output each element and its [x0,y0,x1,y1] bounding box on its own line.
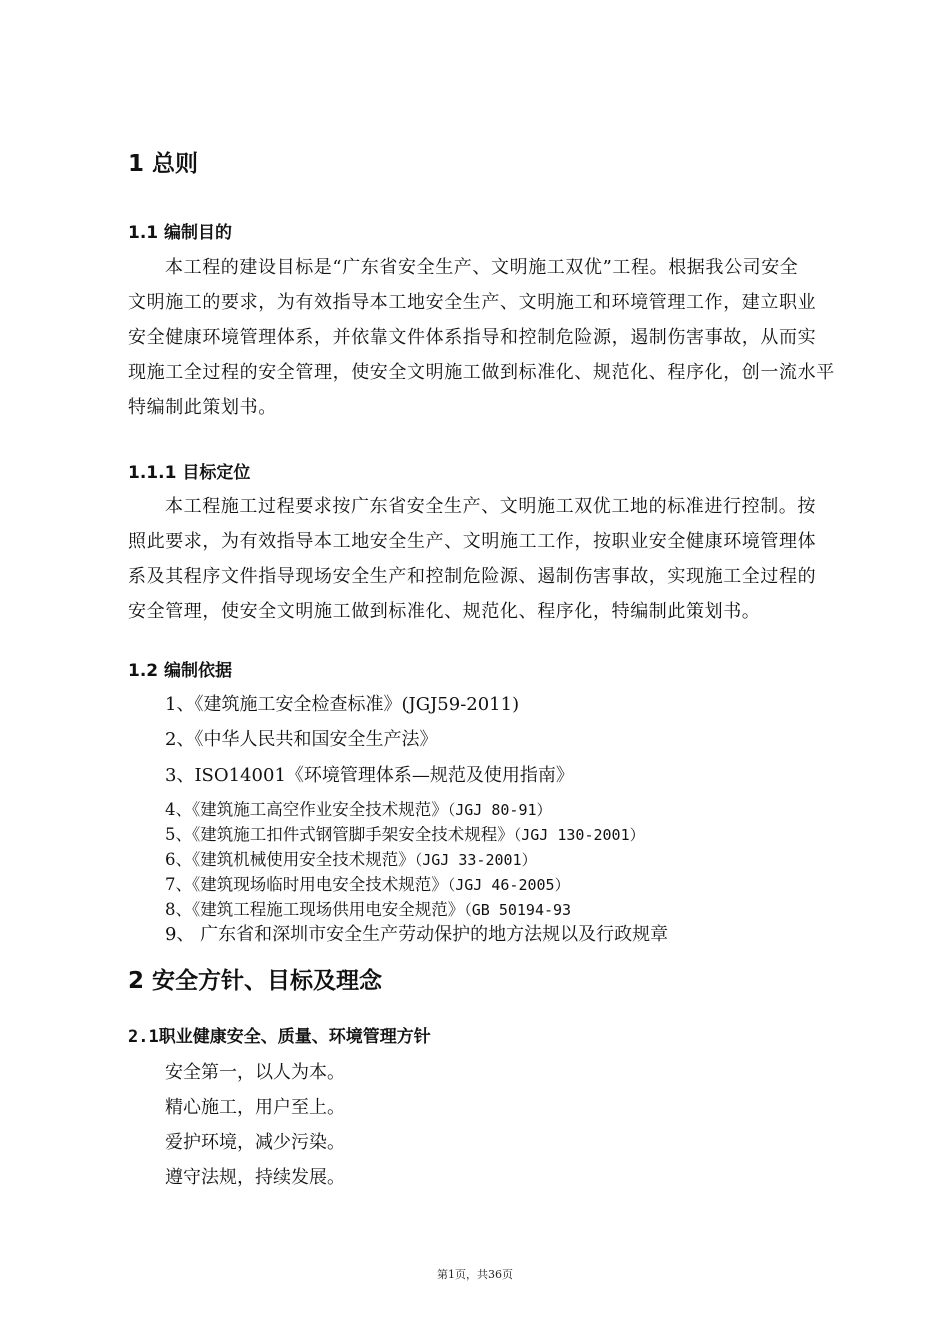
paragraph-line: 照此要求，为有效指导本工地安全生产、文明施工工作，按职业安全健康环境管理体 [128,531,817,552]
paragraph-line: 安全健康环境管理体系，并依靠文件体系指导和控制危险源，遏制伤害事故，从而实 [128,327,817,348]
reference-code: （JGJ 46-2005） [447,876,570,894]
policy-item: 安全第一，以人为本。 [165,1062,345,1083]
paragraph-line: 现施工全过程的安全管理，使安全文明施工做到标准化、规范化、程序化，创一流水平 [128,362,835,383]
section-1-1-title: 1.1 编制目的 [128,223,233,243]
section-heading-text: 职业健康安全、质量、环境管理方针 [158,1027,431,1047]
paragraph-line: 本工程的建设目标是“广东省安全生产、文明施工双优”工程。根据我公司安全 [165,257,799,278]
reference-item [165,821,645,845]
paragraph-line: 本工程施工过程要求按广东省安全生产、文明施工双优工地的标准进行控制。按 [165,496,816,517]
reference-code: （JGJ 33-2001） [414,851,537,869]
reference-item: 1、《建筑施工安全检查标准》(JGJ59-2011) [165,694,520,715]
page-footer: 第1页，共36页 [437,1268,513,1281]
paragraph-line: 特编制此策划书。 [128,397,277,418]
section-number: 2.1 [128,1027,159,1047]
section-2-title: 2 安全方针、目标及理念 [128,968,383,994]
reference-item: 9、 广东省和深圳市安全生产劳动保护的地方法规以及行政规章 [165,924,669,945]
paragraph-line: 文明施工的要求，为有效指导本工地安全生产、文明施工和环境管理工作，建立职业 [128,292,817,313]
reference-item: 2、《中华人民共和国安全生产法》 [165,729,438,750]
reference-item [165,796,552,820]
section-2-1-title [128,1022,431,1047]
reference-title: 7、《建筑现场临时用电安全技术规范》 [165,875,448,894]
reference-title: 4、《建筑施工高空作业安全技术规范》 [165,800,448,819]
paragraph-line: 系及其程序文件指导现场安全生产和控制危险源、遏制伤害事故，实现施工全过程的 [128,566,817,587]
reference-title: 5、《建筑施工扣件式钢管脚手架安全技术规程》 [165,825,514,844]
section-1-title: 1 总则 [128,151,199,177]
reference-code: （GB 50194-93 [464,901,572,919]
reference-item [165,846,537,870]
policy-item: 爱护环境，减少污染。 [165,1132,345,1153]
policy-item: 遵守法规，持续发展。 [165,1167,345,1188]
section-1-2-title: 1.2 编制依据 [128,661,233,681]
reference-title: 6、《建筑机械使用安全技术规范》 [165,850,415,869]
reference-item: 3、ISO14001《环境管理体系—规范及使用指南》 [165,765,574,786]
reference-code: （JGJ 130-2001） [513,826,645,844]
reference-item [165,871,570,895]
reference-item [165,896,571,920]
reference-title: 8、《建筑工程施工现场供用电安全规范》 [165,900,465,919]
policy-item: 精心施工，用户至上。 [165,1097,345,1118]
reference-code: （JGJ 80-91） [447,801,552,819]
paragraph-line: 安全管理，使安全文明施工做到标准化、规范化、程序化，特编制此策划书。 [128,601,761,622]
section-1-1-1-title: 1.1.1 目标定位 [128,463,251,483]
